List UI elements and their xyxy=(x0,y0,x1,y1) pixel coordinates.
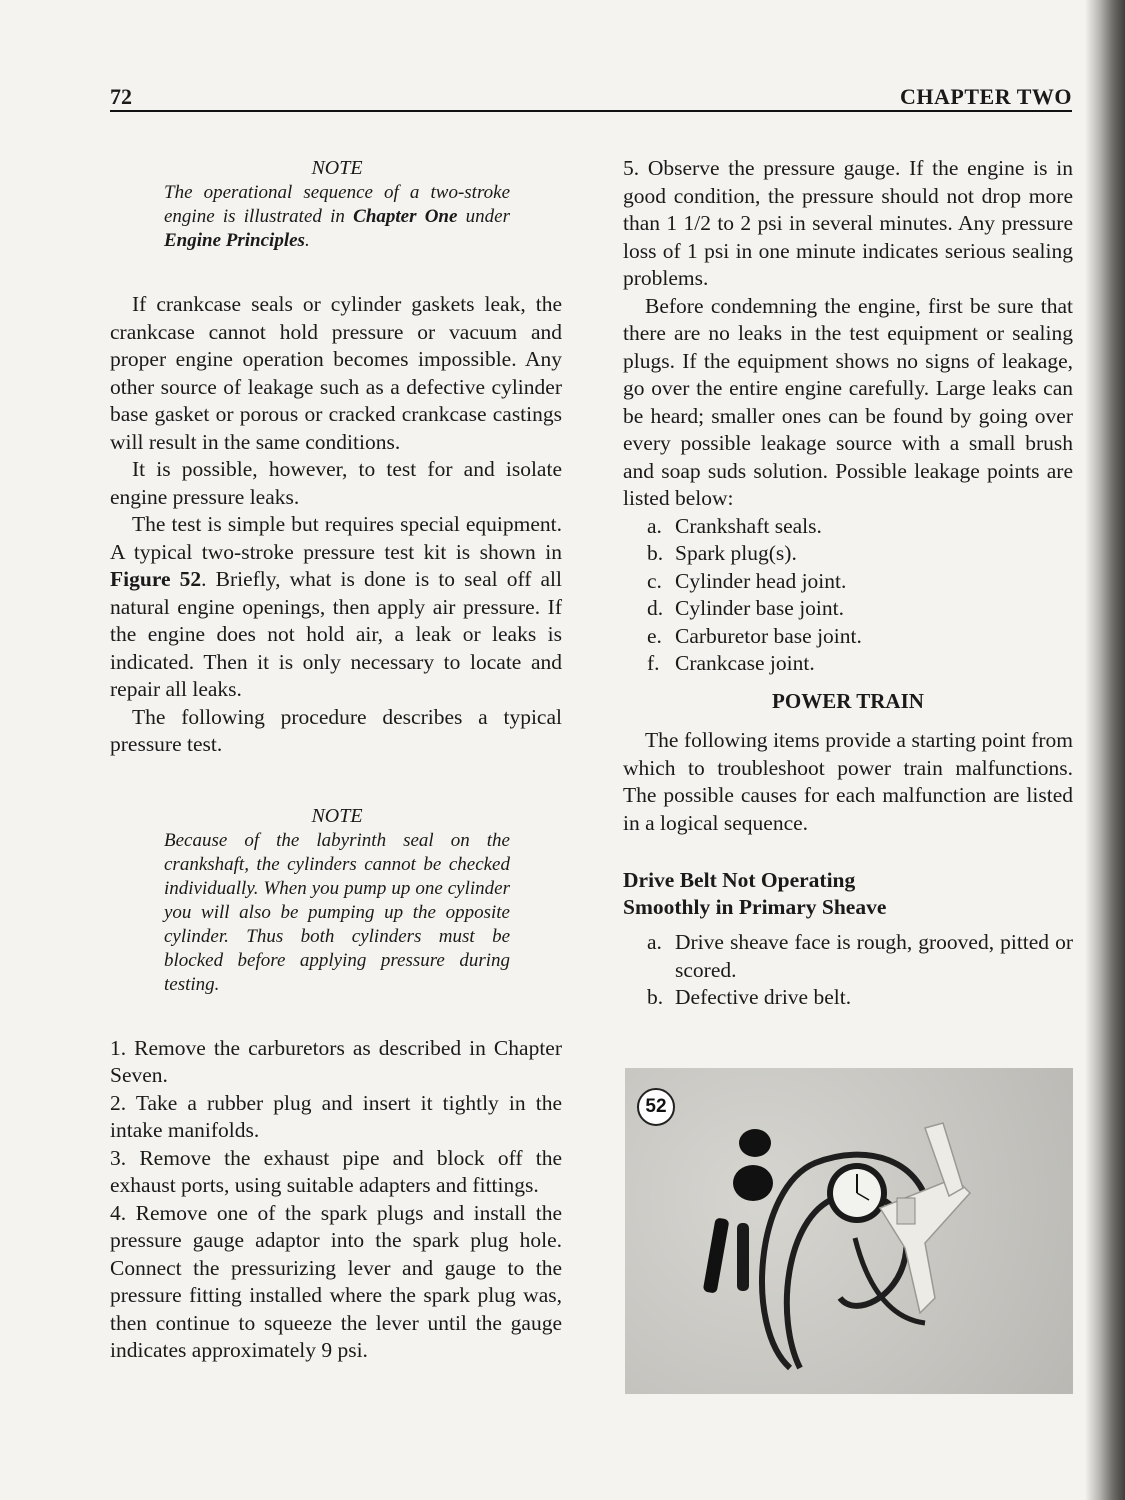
procedure-step: 1. Remove the carburetors as described in Chapter Seven. xyxy=(110,1035,562,1087)
figure-photo xyxy=(625,1068,1073,1394)
figure-reference: Figure 52 xyxy=(110,567,202,591)
running-head xyxy=(110,82,1072,112)
sub-heading: Drive Belt Not Operating Smoothly in Primary Sheave xyxy=(623,868,887,919)
procedure-step: 2. Take a rubber plug and insert it tightly in the intake manifolds. xyxy=(110,1090,562,1142)
procedure-steps xyxy=(110,1035,562,1365)
left-column xyxy=(110,155,562,1365)
figure-number-badge: 52 xyxy=(637,1088,675,1126)
procedure-step: 3. Remove the exhaust pipe and block off the exhaust ports, using suitable adapters and fittings. xyxy=(110,1145,562,1197)
paragraph: The test is simple but requires special equipment. A typical two-stroke pressure test kit is shown in Figure 52. Briefly, what is done is to seal off all natural engine openings, then apply air pressure. If the engine does not hold air, a leak or leaks is indicated. Then it is only necessary to locate and repair all leaks. xyxy=(110,512,562,701)
note-text: Because of the labyrinth seal on the crankshaft, the cylinders cannot be checked individually. When you pump up one cylinder you will also be pumping up the opposite cylinder. Thus both cylinders must be blocked before applying pressure during testing. xyxy=(164,829,510,995)
procedure-step: 4. Remove one of the spark plugs and install the pressure gauge adaptor into the spark plug hole. Connect the pressurizing lever and gauge to the pressure fitting installed where the spark plug was, then continue to squeeze the lever until the gauge indicates approximately 9 psi. xyxy=(110,1200,562,1362)
list-item: b. Spark plug(s). xyxy=(647,541,797,565)
list-item: c. Cylinder head joint. xyxy=(647,568,847,593)
note-label: NOTE xyxy=(311,157,363,179)
note-text: The operational sequence of a two-stroke engine is illustrated in Chapter One under Engine Principles. xyxy=(164,182,510,251)
list-item: b. Defective drive belt. xyxy=(647,985,852,1009)
belt-causes-list xyxy=(623,929,1073,1012)
paragraph: The following procedure describes a typical pressure test. xyxy=(110,704,562,756)
paragraph: Before condemning the engine, first be sure that there are no leaks in the test equipment or sealing plugs. If the equipment shows no signs of leakage, go over the entire engine carefully. Large leaks can be heard; smaller ones can be found by going over every possible leakage source with a small brush and soap suds solution. Possible leakage points are listed below: xyxy=(623,293,1073,510)
paragraph: If crankcase seals or cylinder gaskets leak, the crankcase cannot hold pressure or vacuum and proper engine operation becomes impossible. Any other source of leakage such as a defective cylinder base gasket or porous or cracked crankcase castings will result in the same conditions. xyxy=(110,292,562,454)
list-item: f. Crankcase joint. xyxy=(647,651,815,675)
right-column xyxy=(623,155,1073,1012)
section-heading: POWER TRAIN xyxy=(772,688,924,713)
list-item: a. Drive sheave face is rough, grooved, pitted or scored. xyxy=(647,930,1073,982)
list-item: d. Cylinder base joint. xyxy=(647,596,844,620)
note-label: NOTE xyxy=(311,804,363,827)
note-box xyxy=(164,155,510,253)
list-item: e. Carburetor base joint. xyxy=(647,623,862,648)
paragraph: It is possible, however, to test for and isolate engine pressure leaks. xyxy=(110,457,562,509)
page-gutter-shadow xyxy=(1085,0,1125,1500)
procedure-step: 5. Observe the pressure gauge. If the engine is in good condition, the pressure should not drop more than 1 1/2 to 2 psi in several minutes. Any pressure loss of 1 psi in one minute indicates serious sealing problems. xyxy=(623,156,1073,290)
list-item: a. Crankshaft seals. xyxy=(647,513,822,538)
leak-points-list xyxy=(623,513,1073,678)
note-box xyxy=(164,803,510,997)
pressure-test-kit-illustration xyxy=(625,1068,1073,1394)
paragraph: The following items provide a starting point from which to troubleshoot power train malfunctions. The possible causes for each malfunction are listed in a logical sequence. xyxy=(623,728,1073,835)
page-number: 72 xyxy=(110,84,132,109)
chapter-title: CHAPTER TWO xyxy=(900,84,1072,109)
